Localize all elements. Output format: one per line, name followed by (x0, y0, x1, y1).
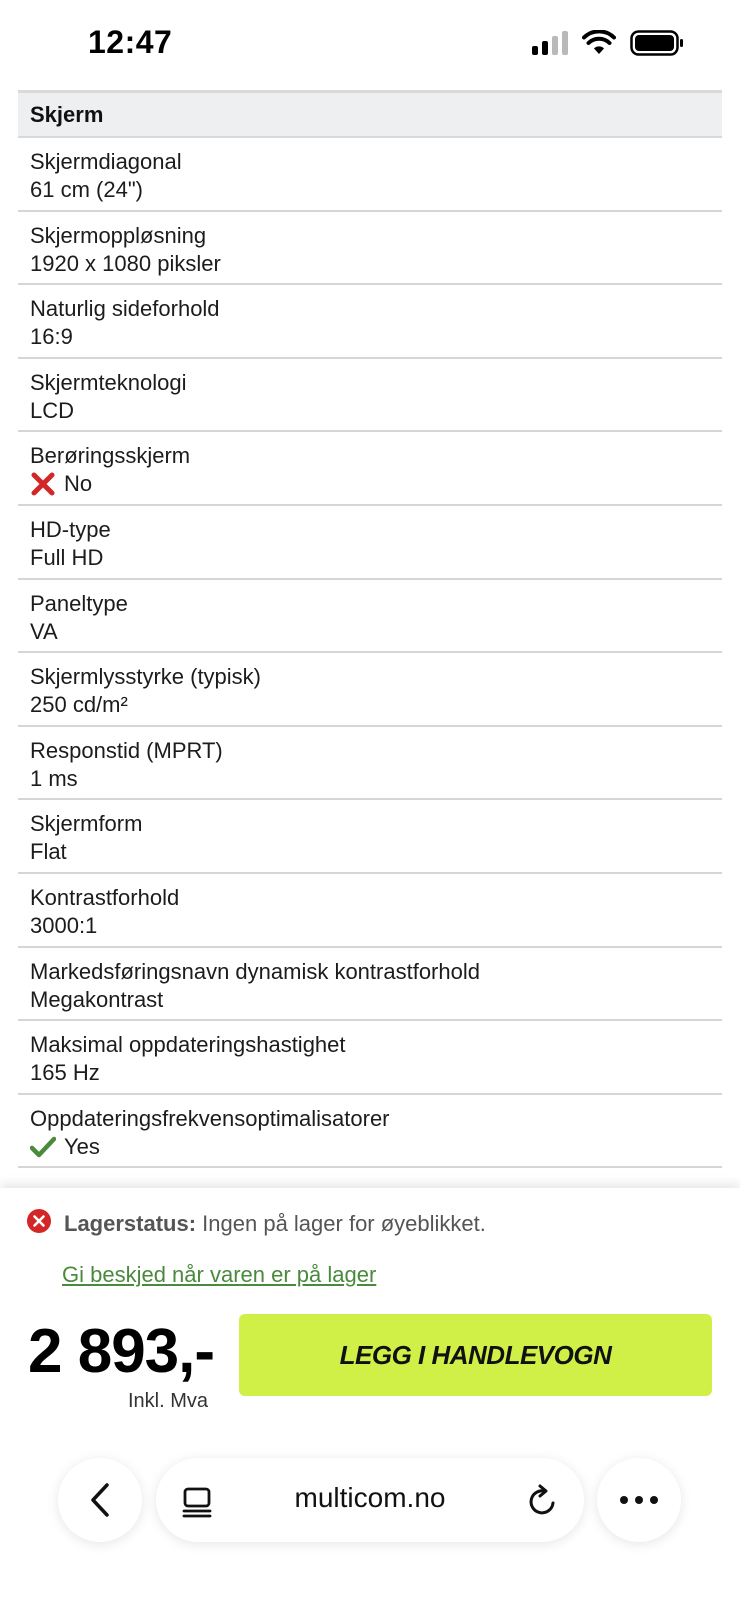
spec-row (18, 948, 722, 1022)
url-text[interactable]: multicom.no (294, 1482, 446, 1513)
spec-label: Kontrastforhold (30, 884, 180, 910)
cellular-signal-icon (532, 31, 568, 55)
spec-value: 1 ms (30, 765, 78, 791)
spec-value: LCD (30, 397, 75, 423)
spec-label: Markedsføringsnavn dynamisk kontrastforhold (30, 958, 480, 984)
spec-label: Responstid (MPRT) (30, 737, 223, 763)
spec-label: Skjermoppløsning (30, 222, 207, 248)
spec-label: Skjermform (30, 811, 143, 837)
spec-row (18, 138, 722, 212)
spec-label: Maksimal oppdateringshastighet (30, 1032, 346, 1058)
spec-value: 165 Hz (30, 1060, 100, 1086)
spec-row (18, 580, 722, 654)
spec-label: Paneltype (30, 590, 128, 616)
spec-value: 1920 x 1080 piksler (30, 250, 221, 276)
spec-value: No (30, 470, 710, 498)
spec-label: Berøringsskjerm (30, 443, 191, 469)
notify-when-in-stock-link[interactable]: Gi beskjed når varen er på lager (62, 1262, 377, 1287)
status-bar (0, 0, 740, 90)
spec-row (18, 506, 722, 580)
spec-value: Megakontrast (30, 986, 164, 1012)
spec-value: 250 cd/m² (30, 692, 128, 718)
spec-value: 16:9 (30, 324, 73, 350)
stock-label: Lagerstatus: (64, 1211, 197, 1236)
stock-text: Lagerstatus: Ingen på lager for øyeblikket. (64, 1211, 486, 1236)
address-bar[interactable] (156, 1458, 584, 1542)
spec-value: VA (30, 618, 58, 644)
spec-row (18, 432, 722, 506)
chevron-left-icon (88, 1482, 112, 1518)
spec-row (18, 212, 722, 286)
spec-table (18, 90, 722, 1168)
add-to-cart-button[interactable]: LEGG I HANDLEVOGN (239, 1314, 712, 1396)
spec-row (18, 874, 722, 948)
back-button[interactable] (58, 1458, 142, 1542)
status-icons (532, 30, 684, 56)
cross-icon (30, 471, 56, 497)
spec-label: Skjermlysstyrke (typisk) (30, 664, 262, 690)
check-icon (30, 1134, 56, 1160)
vat-note: Inkl. Mva (128, 1390, 209, 1412)
error-circle-icon (26, 1208, 52, 1240)
spec-label: Naturlig sideforhold (30, 296, 220, 322)
more-options-button[interactable] (597, 1458, 681, 1542)
spec-label: HD-type (30, 516, 111, 542)
spec-table-header: Skjerm (18, 90, 722, 138)
spec-row (18, 1095, 722, 1169)
spec-value: Yes (30, 1133, 710, 1161)
spec-label: Skjermdiagonal (30, 149, 182, 174)
price: 2 893,- (28, 1317, 215, 1386)
battery-icon (630, 30, 684, 56)
spec-row (18, 800, 722, 874)
spec-row (18, 653, 722, 727)
browser-toolbar (0, 1456, 740, 1546)
spec-value: Flat (30, 839, 67, 865)
spec-value: Full HD (30, 544, 104, 570)
spec-label: Skjermteknologi (30, 369, 187, 395)
spec-value: 3000:1 (30, 912, 98, 938)
spec-label: Oppdateringsfrekvensoptimalisatorer (30, 1105, 390, 1131)
spec-value: 61 cm (24") (30, 177, 143, 202)
reload-icon[interactable] (526, 1482, 560, 1523)
wifi-icon (582, 30, 616, 56)
spec-row (18, 285, 722, 359)
spec-row (18, 727, 722, 801)
spec-row (18, 359, 722, 433)
ellipsis-icon (619, 1495, 659, 1505)
spec-row (18, 1021, 722, 1095)
status-time: 12:47 (88, 24, 173, 60)
stock-status (26, 1208, 486, 1240)
